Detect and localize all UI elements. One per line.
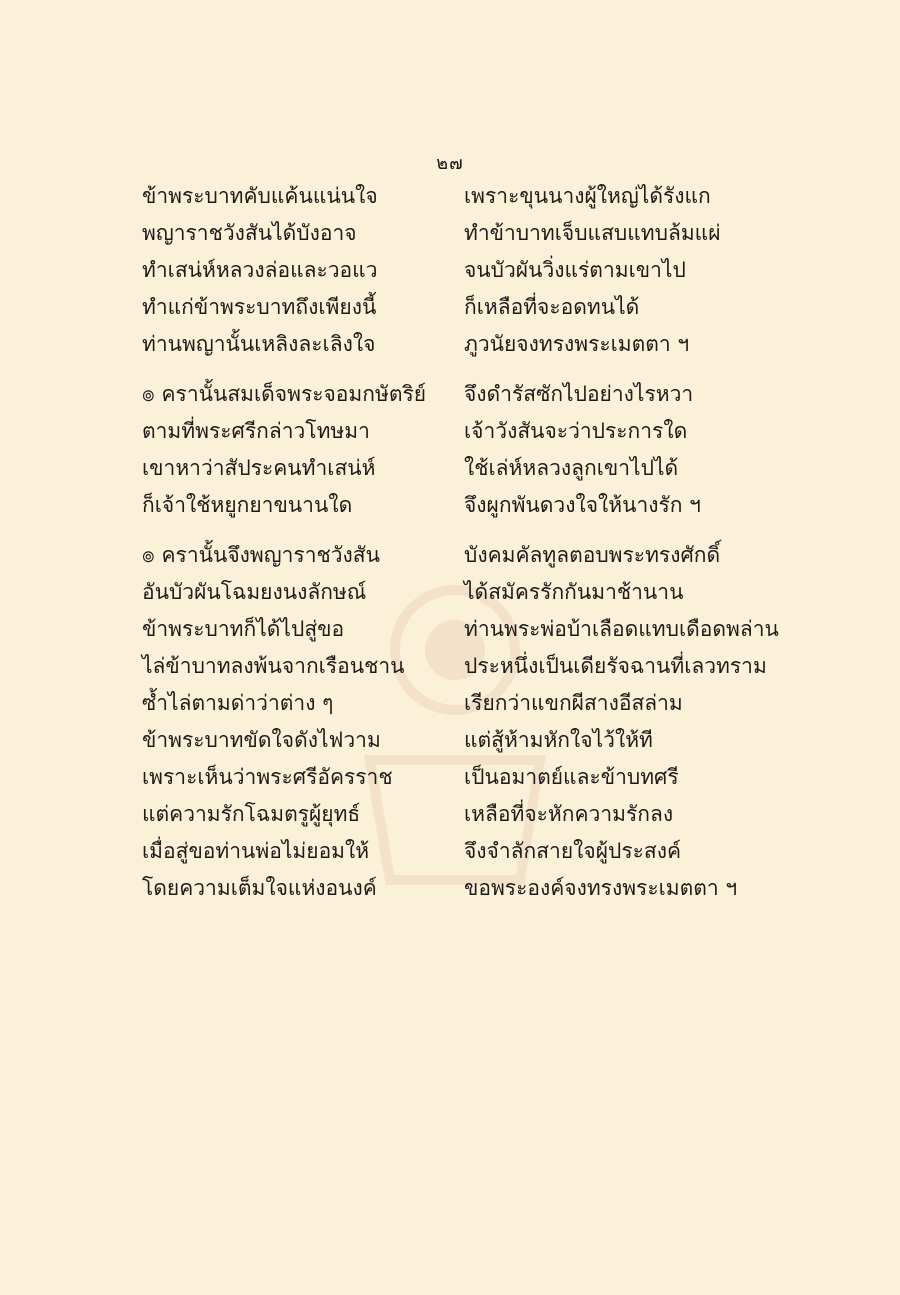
stanza — [464, 376, 814, 524]
verse-line: ตามที่พระศรีกล่าวโทษมา — [142, 419, 370, 443]
verse-line: ประหนึ่งเป็นเดียรัจฉานที่เลวทราม — [464, 654, 767, 678]
verse-line: ขอพระองค์จงทรงพระเมตตา ฯ — [464, 876, 738, 900]
verse-line: แต่ความรักโฉมตรูผู้ยุทธ์ — [142, 802, 361, 826]
verse-line: จึงดำรัสซักไปอย่างไรหวา — [464, 382, 694, 406]
verse-line: ท่านพญานั้นเหลิงละเลิงใจ — [142, 332, 376, 356]
verse-line: จึงผูกพันดวงใจให้นางรัก ฯ — [464, 493, 701, 517]
verse-line: แต่สู้ห้ามหักใจไว้ให้ที — [464, 728, 653, 752]
right-column — [464, 178, 814, 907]
verse-line: ซ้ำไล่ตามด่าว่าต่าง ๆ — [142, 691, 334, 715]
stanza — [464, 178, 814, 363]
verse-line: ๏ ครานั้นสมเด็จพระจอมกษัตริย์ — [142, 382, 427, 406]
verse-line: เขาหาว่าสัประคนทำเสน่ห์ — [142, 456, 376, 480]
verse-line: บังคมคัลทูลตอบพระทรงศักดิ์ — [464, 543, 721, 567]
verse-line: ก็เจ้าใช้หยูกยาขนานใด — [142, 493, 353, 517]
verse-line: ก็เหลือที่จะอดทนได้ — [464, 295, 640, 319]
verse-line: ทำแก่ข้าพระบาทถึงเพียงนี้ — [142, 295, 377, 319]
verse-line: ข้าพระบาทก็ได้ไปสู่ขอ — [142, 617, 345, 641]
verse-line: เพราะเห็นว่าพระศรีอัครราช — [142, 765, 393, 789]
verse-line: โดยความเต็มใจแห่งอนงค์ — [142, 876, 377, 900]
verse-line: เหลือที่จะหักความรักลง — [464, 802, 674, 826]
verse-line: จึงจำลักสายใจผู้ประสงค์ — [464, 839, 682, 863]
verse-line: เพราะขุนนางผู้ใหญ่ได้รังแก — [464, 184, 711, 208]
verse-line: พญาราชวังสันได้บังอาจ — [142, 221, 357, 245]
verse-line: จนบัวผันวิ่งแร่ตามเขาไป — [464, 258, 686, 282]
stanza — [142, 376, 482, 524]
verse-line: ไล่ข้าบาทลงพ้นจากเรือนชาน — [142, 654, 405, 678]
verse-line: ข้าพระบาทขัดใจดังไฟวาม — [142, 728, 381, 752]
stanza — [142, 178, 482, 363]
verse-line: ข้าพระบาทคับแค้นแน่นใจ — [142, 184, 378, 208]
verse-line: เมื่อสู่ขอท่านพ่อไม่ยอมให้ — [142, 839, 370, 863]
stanza — [464, 537, 814, 907]
left-column — [142, 178, 482, 907]
verse-line: เจ้าวังสันจะว่าประการใด — [464, 419, 688, 443]
verse-line: เป็นอมาตย์และข้าบทศรี — [464, 765, 679, 789]
verse-line: ๏ ครานั้นจึงพญาราชวังสัน — [142, 543, 380, 567]
verse-line: ได้สมัครรักกันมาช้านาน — [464, 580, 684, 604]
verse-line: ทำเสน่ห์หลวงล่อและวอแว — [142, 258, 378, 282]
page-number: ๒๗ — [436, 153, 464, 174]
verse-line: ใช้เล่ห์หลวงลูกเขาไปได้ — [464, 456, 679, 480]
verse-line: อันบัวผันโฉมยงนงลักษณ์ — [142, 580, 367, 604]
verse-line: ท่านพระพ่อบ้าเลือดแทบเดือดพล่าน — [464, 617, 779, 641]
verse-line: ภูวนัยจงทรงพระเมตตา ฯ — [464, 332, 690, 356]
stanza — [142, 537, 482, 907]
verse-line: ทำข้าบาทเจ็บแสบแทบล้มแผ่ — [464, 221, 721, 245]
verse-line: เรียกว่าแขกผีสางอีสล่าม — [464, 691, 683, 715]
